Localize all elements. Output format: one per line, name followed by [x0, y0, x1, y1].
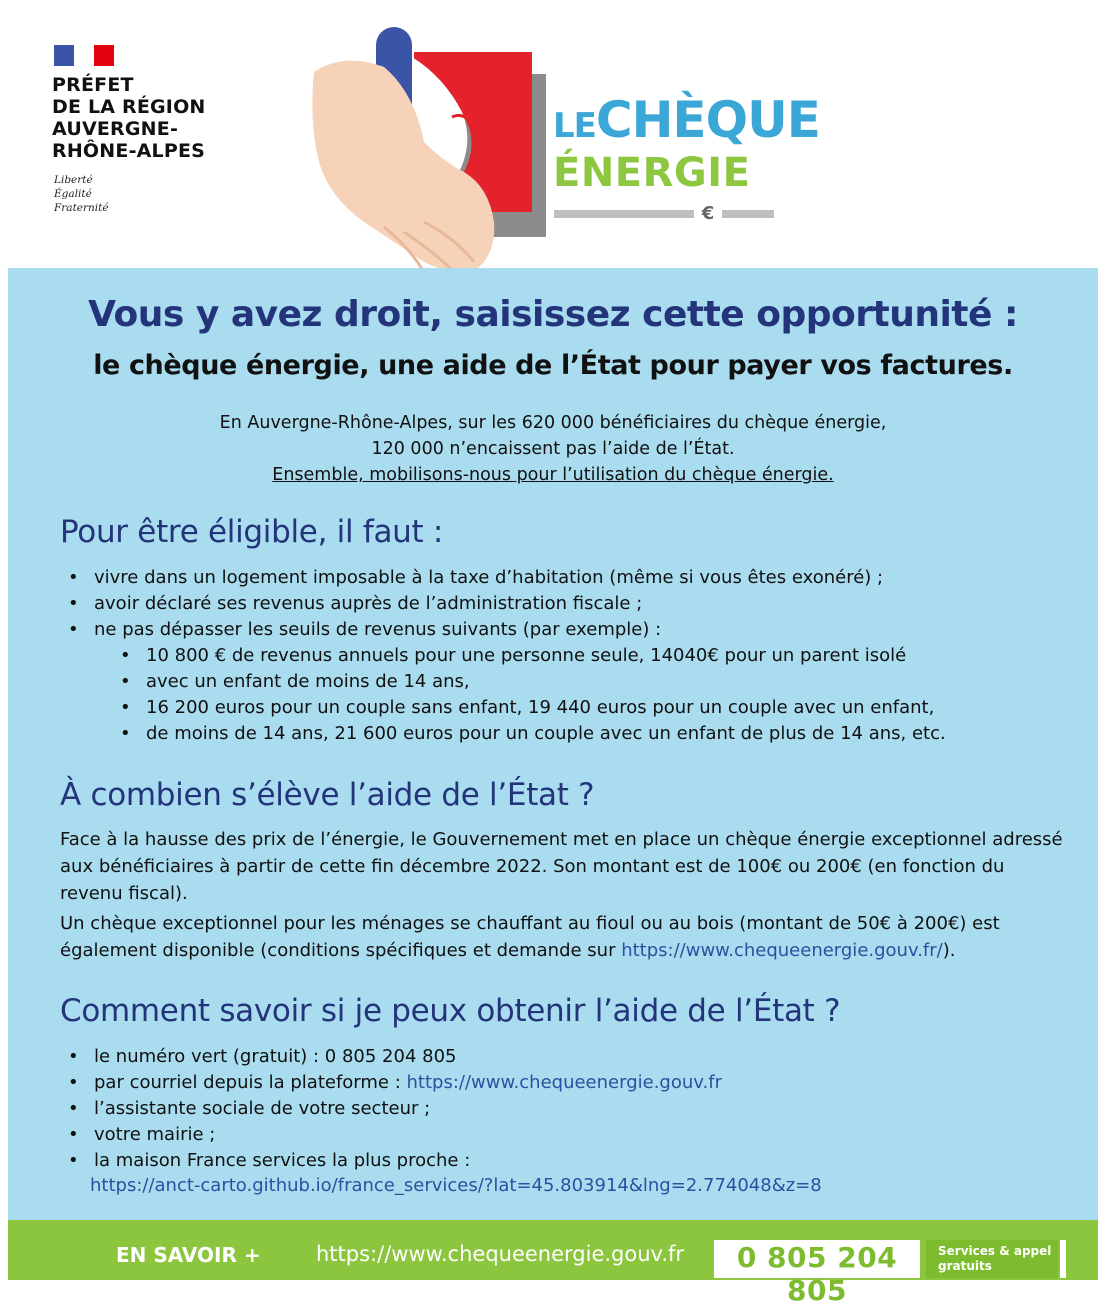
- green-number-box: [714, 1240, 920, 1307]
- list-item: • avec un enfant de moins de 14 ans,: [116, 669, 946, 695]
- prefet-line: DE LA RÉGION: [52, 96, 206, 118]
- services-bar: [1060, 1240, 1066, 1278]
- green-number[interactable]: 0 805 204 805: [736, 1241, 898, 1307]
- list-item: • le numéro vert (gratuit) : 0 805 204 805: [64, 1044, 722, 1070]
- howto-list: [64, 1044, 722, 1174]
- logo-title-energie: ÉNERGIE: [553, 150, 751, 196]
- cheque-energie-link[interactable]: https://www.chequeenergie.gouv.fr/: [621, 940, 943, 961]
- prefet-block: [52, 74, 206, 162]
- list-item: • vivre dans un logement imposable à la taxe d’habitation (même si vous êtes exonéré) ;: [64, 565, 883, 591]
- flyer-page: [8, 0, 1098, 1307]
- prefet-line: PRÉFET: [52, 74, 134, 96]
- platform-link[interactable]: https://www.chequeenergie.gouv.fr: [406, 1072, 722, 1093]
- list-item: • de moins de 14 ans, 21 600 euros pour un couple avec un enfant de plus de 14 ans, etc.: [116, 721, 946, 747]
- services-line: Services & appel: [938, 1244, 1052, 1258]
- amount-title: À combien s’élève l’aide de l’État ?: [60, 777, 595, 813]
- logo-le: LE: [553, 106, 596, 146]
- list-item: • avoir déclaré ses revenus auprès de l’administration fiscale ;: [64, 591, 883, 617]
- header: [8, 0, 1098, 268]
- headline-sub: le chèque énergie, une aide de l’État pour payer vos factures.: [93, 350, 1013, 381]
- list-item: • 10 800 € de revenus annuels pour une personne seule, 14040€ pour un parent isolé: [116, 643, 946, 669]
- en-savoir-label: EN SAVOIR +: [116, 1243, 261, 1267]
- income-thresholds-list: [116, 643, 946, 747]
- footer-url-link[interactable]: https://www.chequeenergie.gouv.fr: [316, 1242, 685, 1266]
- intro-line: 120 000 n’encaissent pas l’aide de l’État.: [371, 439, 735, 459]
- intro-line: En Auvergne-Rhône-Alpes, sur les 620 000 bénéficiaires du chèque énergie,: [219, 413, 887, 433]
- eligibility-list: [64, 565, 883, 643]
- howto-item-text: par courriel depuis la plateforme :: [94, 1072, 407, 1093]
- amount-paragraph-2-end: ).: [942, 940, 956, 961]
- list-item: • la maison France services la plus proche :: [64, 1148, 722, 1174]
- devise-line: Liberté: [54, 174, 93, 186]
- devise-line: Égalité: [54, 188, 92, 200]
- headline-main: Vous y avez droit, saisissez cette opportunité :: [88, 294, 1018, 335]
- logo-cheque: CHÈQUE: [595, 91, 820, 149]
- logo-title-cheque: [553, 92, 820, 154]
- intro-line: Ensemble, mobilisons-nous pour l’utilisation du chèque énergie.: [272, 465, 834, 485]
- eligibility-title: Pour être éligible, il faut :: [60, 514, 444, 550]
- euro-sign: €: [701, 203, 715, 224]
- marianne-flag-icon: [54, 45, 114, 66]
- list-item: [64, 1070, 722, 1096]
- list-item: • l’assistante sociale de votre secteur ;: [64, 1096, 722, 1122]
- france-services-link[interactable]: https://anct-carto.github.io/france_services/?lat=45.803914&lng=2.774048&z=8: [90, 1175, 822, 1196]
- footer-bar: [8, 1220, 1098, 1307]
- devise-line: Fraternité: [54, 202, 109, 214]
- list-item: • 16 200 euros pour un couple sans enfant, 19 440 euros pour un couple avec un enfant,: [116, 695, 946, 721]
- amount-paragraph-2: [60, 910, 1070, 964]
- devise: [54, 173, 109, 215]
- amount-paragraph-1: Face à la hausse des prix de l’énergie, le Gouvernement met en place un chèque énergie exceptionnel adressé aux bénéficiaires à partir de cette fin décembre 2022. Son montant est de 100€ ou 200€ (en fonction du revenu fiscal).: [60, 829, 1063, 904]
- list-item: • ne pas dépasser les seuils de revenus suivants (par exemple) :: [64, 617, 883, 643]
- services-badge: [926, 1240, 1058, 1278]
- prefet-line: RHÔNE-ALPES: [52, 140, 206, 162]
- howto-title: Comment savoir si je peux obtenir l’aide de l’État ?: [60, 993, 841, 1029]
- intro-text: [8, 410, 1098, 488]
- prefet-line: AUVERGNE-: [52, 118, 179, 140]
- amount-paragraph-2-text: Un chèque exceptionnel pour les ménages se chauffant au fioul ou au bois (montant de 50€ à 200€) est également disponible (conditions spécifiques et demande sur: [60, 913, 1000, 961]
- list-item: • votre mairie ;: [64, 1122, 722, 1148]
- main-content: [8, 268, 1098, 1220]
- services-line: gratuits: [938, 1259, 992, 1273]
